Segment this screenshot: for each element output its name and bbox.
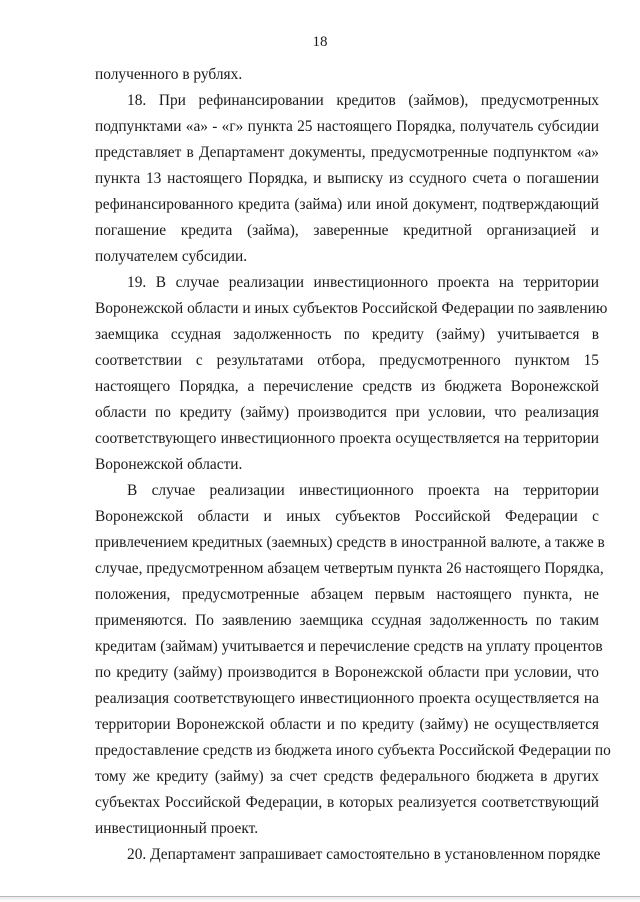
page-number: 18 [312,34,328,50]
text-line: Воронежской области и иных субъектов Российской Федерации с [95,508,599,525]
text-line: положения, предусмотренные абзацем первым настоящего пункта, не [95,586,599,603]
text-line: кредитам (займам) учитывается и перечисление средств на уплату процентов [95,638,603,655]
text-line: субъектах Российской Федерации, в которых реализуется соответствующий [95,794,599,811]
text-line: настоящего Порядка, а перечисление средств из бюджета Воронежской [95,378,599,395]
paragraph-item-19 [95,270,608,478]
text-line: привлечением кредитных (заемных) средств в иностранной валюте, а также в [95,534,605,551]
text-line: реализация соответствующего инвестиционного проекта осуществляется на [95,690,599,707]
text-line: соответствии с результатами отбора, предусмотренного пунктом 15 [95,352,599,369]
text-line: погашение кредита (займа), заверенные кредитной организацией и [95,222,599,239]
text-line: подпунктами «а» - «г» пункта 25 настоящего Порядка, получатель субсидии [95,118,599,135]
text-line: территории Воронежской области и по кредиту (займу) не осуществляется [95,716,599,733]
text-line: В случае реализации инвестиционного проекта на территории [127,482,599,499]
text-line: применяются. По заявлению заемщика ссудная задолженность по таким [95,612,599,629]
text-line: инвестиционный проект. [95,820,259,837]
text-line: случае, предусмотренном абзацем четвертым пункта 26 настоящего Порядка, [95,560,604,577]
paragraph-continuation [95,62,599,88]
text-line: полученного в рублях. [95,66,243,83]
text-line: тому же кредиту (займу) за счет средств федерального бюджета в других [95,768,599,785]
text-line: Воронежской области. [95,456,243,473]
text-line: Воронежской области и иных субъектов Российской Федерации по заявлению [95,300,608,317]
text-line: соответствующего инвестиционного проекта осуществляется на территории [95,430,599,447]
paragraph-item-19-second [95,478,611,842]
document-body [95,62,611,868]
text-line: заемщика ссудная задолженность по кредиту (займу) учитывается в [95,326,599,343]
text-line: 19. В случае реализации инвестиционного проекта на территории [127,274,599,291]
text-line: предоставление средств из бюджета иного субъекта Российской Федерации по [95,742,611,759]
text-line: 20. Департамент запрашивает самостоятельно в установленном порядке [127,846,601,863]
paragraph-item-18 [95,88,599,270]
text-line: рефинансированного кредита (займа) или иной документ, подтверждающий [95,196,599,213]
scan-bottom-edge [0,896,640,902]
text-line: 18. При рефинансировании кредитов (займов), предусмотренных [127,92,599,109]
text-line: области по кредиту (займу) производится при условии, что реализация [95,404,599,421]
text-line: пункта 13 настоящего Порядка, и выписку из ссудного счета о погашении [95,170,599,187]
text-line: по кредиту (займу) производится в Воронежской области при условии, что [95,664,599,681]
text-line: представляет в Департамент документы, предусмотренные подпунктом «а» [95,144,599,161]
text-line: получателем субсидии. [95,248,248,265]
paragraph-item-20 [95,842,599,868]
